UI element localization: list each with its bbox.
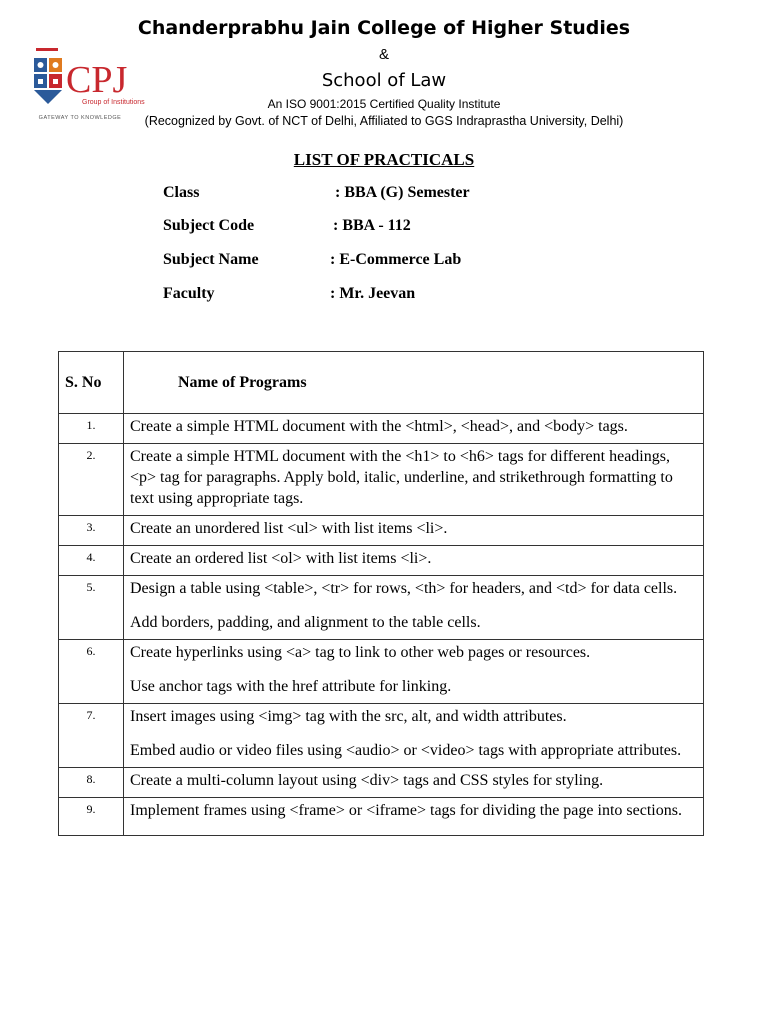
meta-value: : E-Commerce Lab (330, 251, 462, 268)
document-title: LIST OF PRACTICALS (293, 150, 475, 169)
recognition-line: (Recognized by Govt. of NCT of Delhi, Affiliated to GGS Indraprastha University, Delhi) (144, 114, 624, 128)
program-paragraph: Create a simple HTML document with the <html>, <head>, and <body> tags. (130, 418, 628, 435)
program-description (124, 640, 704, 704)
table-row (59, 704, 704, 768)
table-row (59, 798, 704, 836)
table-row (59, 768, 704, 798)
row-number: 3. (59, 516, 124, 546)
practicals-table (58, 351, 704, 836)
row-number: 2. (59, 444, 124, 516)
program-description (124, 546, 704, 576)
row-number: 5. (59, 576, 124, 640)
row-number: 1. (59, 414, 124, 444)
table-row (59, 444, 704, 516)
program-paragraph: Implement frames using <frame> or <iframe> tags for dividing the page into sections. (130, 802, 682, 819)
iso-certification: An ISO 9001:2015 Certified Quality Institute (267, 97, 501, 111)
program-paragraph: Create hyperlinks using <a> tag to link to other web pages or resources. (130, 644, 591, 661)
program-paragraph: Embed audio or video files using <audio> or <video> tags with appropriate attributes. (130, 742, 682, 759)
program-description (124, 414, 704, 444)
row-number: 8. (59, 768, 124, 798)
meta-value: : Mr. Jeevan (330, 285, 416, 302)
program-paragraph: Design a table using <table>, <tr> for rows, <th> for headers, and <td> for data cells. (130, 580, 678, 597)
logo-subtext: Group of Institutions (82, 99, 145, 106)
school-name: School of Law (321, 70, 447, 91)
program-paragraph: Create an ordered list <ol> with list items <li>. (130, 550, 432, 567)
program-paragraph: Use anchor tags with the href attribute for linking. (130, 678, 452, 695)
row-number: 6. (59, 640, 124, 704)
program-description (124, 576, 704, 640)
program-description (124, 444, 704, 516)
meta-label: Faculty (163, 285, 215, 302)
header-sno: S. No (59, 352, 124, 414)
college-name: Chanderprabhu Jain College of Higher Studies (137, 17, 631, 39)
logo-tagline: GATEWAY TO KNOWLEDGE (38, 115, 122, 121)
meta-label: Class (163, 184, 200, 201)
table-row (59, 516, 704, 546)
letterhead (0, 0, 768, 140)
program-description (124, 768, 704, 798)
program-paragraph: Insert images using <img> tag with the src, alt, and width attributes. (130, 708, 567, 725)
row-number: 4. (59, 546, 124, 576)
table-row (59, 640, 704, 704)
ampersand: & (378, 46, 389, 63)
meta-value: : BBA (G) Semester (335, 184, 470, 201)
program-description (124, 516, 704, 546)
header-program-name: Name of Programs (124, 352, 704, 414)
program-paragraph: Create a multi-column layout using <div> tags and CSS styles for styling. (130, 772, 604, 789)
program-description (124, 704, 704, 768)
row-number: 9. (59, 798, 124, 836)
program-paragraph: Create a simple HTML document with the <h1> to <h6> tags for different headings, <p> tag for paragraphs. Apply bold, italic, underline, and strikethrough formatting to text using appropriate tags. (130, 448, 673, 507)
table-row (59, 414, 704, 444)
logo-text: CPJ (66, 59, 128, 101)
meta-label: Subject Name (163, 251, 259, 268)
program-description (124, 798, 704, 836)
table-row (59, 546, 704, 576)
meta-label: Subject Code (163, 217, 255, 234)
table-header-row (59, 352, 704, 414)
program-paragraph: Add borders, padding, and alignment to the table cells. (130, 614, 481, 631)
table-row (59, 576, 704, 640)
meta-value: : BBA - 112 (333, 217, 411, 234)
row-number: 7. (59, 704, 124, 768)
program-paragraph: Create an unordered list <ul> with list items <li>. (130, 520, 448, 537)
